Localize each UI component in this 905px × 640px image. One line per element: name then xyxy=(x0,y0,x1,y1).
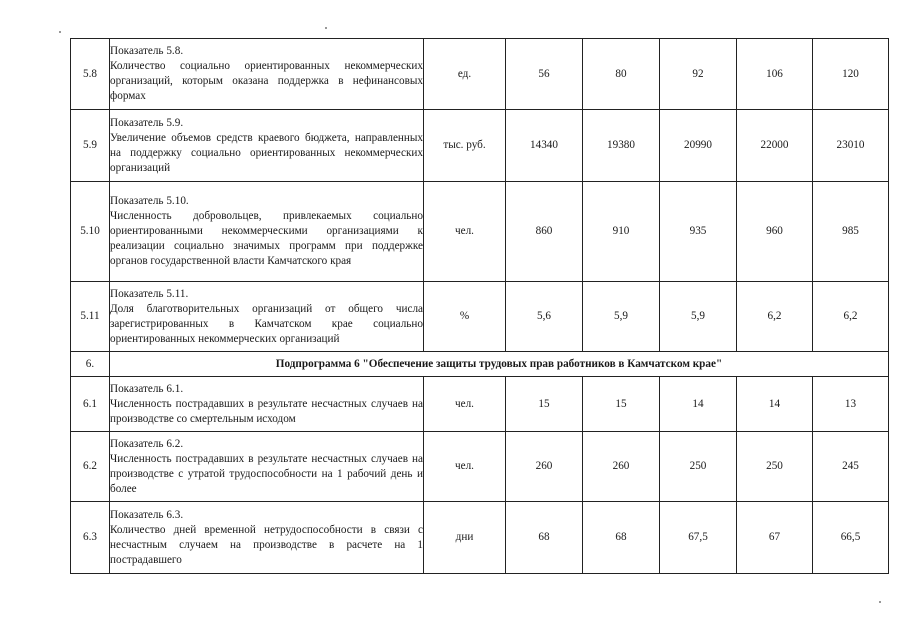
value-cell: 250 xyxy=(737,432,813,502)
indicator-text: Доля благотворительных организаций от общего числа зарегистрированных в Камчатском крае социально ориентированных некоммерческих организаций xyxy=(110,302,423,345)
unit-cell: ед. xyxy=(424,39,506,110)
table-row xyxy=(71,182,889,282)
indicator-title: Показатель 6.1. xyxy=(110,382,184,395)
indicator-description xyxy=(110,377,424,432)
table-row xyxy=(71,502,889,574)
unit-cell: чел. xyxy=(424,377,506,432)
row-number: 6.3 xyxy=(71,502,110,574)
indicator-text: Количество социально ориентированных некоммерческих организаций, которым оказана поддержка в нефинансовых формах xyxy=(110,60,423,102)
value-cell: 68 xyxy=(583,502,660,574)
value-cell: 245 xyxy=(813,432,889,502)
table-row xyxy=(71,39,889,110)
value-cell: 260 xyxy=(583,432,660,502)
row-number: 5.10 xyxy=(71,182,110,282)
indicator-text: Численность пострадавших в результате несчастных случаев на производстве со смертельным исходом xyxy=(110,397,423,425)
scan-speck xyxy=(325,27,327,29)
value-cell: 23010 xyxy=(813,110,889,182)
scan-speck xyxy=(59,31,61,33)
indicator-description xyxy=(110,282,424,352)
indicator-description xyxy=(110,39,424,110)
indicator-title: Показатель 6.2. xyxy=(110,437,184,450)
unit-cell: чел. xyxy=(424,182,506,282)
row-number: 6. xyxy=(71,352,110,377)
unit-cell: чел. xyxy=(424,432,506,502)
row-number: 5.11 xyxy=(71,282,110,352)
value-cell: 935 xyxy=(660,182,737,282)
value-cell: 6,2 xyxy=(813,282,889,352)
value-cell: 13 xyxy=(813,377,889,432)
value-cell: 14 xyxy=(660,377,737,432)
value-cell: 5,9 xyxy=(583,282,660,352)
unit-cell: тыс. руб. xyxy=(424,110,506,182)
unit-cell: дни xyxy=(424,502,506,574)
value-cell: 260 xyxy=(506,432,583,502)
value-cell: 120 xyxy=(813,39,889,110)
indicator-description xyxy=(110,502,424,574)
value-cell: 5,9 xyxy=(660,282,737,352)
value-cell: 80 xyxy=(583,39,660,110)
value-cell: 22000 xyxy=(737,110,813,182)
value-cell: 14340 xyxy=(506,110,583,182)
value-cell: 92 xyxy=(660,39,737,110)
unit-cell: % xyxy=(424,282,506,352)
table-row xyxy=(71,377,889,432)
indicator-text: Численность добровольцев, привлекаемых социально ориентированными некоммерческими организациями к реализации социально значимых программ при поддержке органов государственной власти Камчатского края xyxy=(110,210,423,267)
indicator-title: Показатель 5.10. xyxy=(110,195,189,207)
value-cell: 250 xyxy=(660,432,737,502)
value-cell: 15 xyxy=(583,377,660,432)
table-body xyxy=(71,39,889,574)
value-cell: 20990 xyxy=(660,110,737,182)
value-cell: 6,2 xyxy=(737,282,813,352)
value-cell: 56 xyxy=(506,39,583,110)
row-number: 5.9 xyxy=(71,110,110,182)
indicator-description xyxy=(110,110,424,182)
indicator-title: Показатель 5.9. xyxy=(110,116,184,129)
indicator-text: Количество дней временной нетрудоспособности в связи с несчастным случаем на производстве в расчете на 1 пострадавшего xyxy=(110,523,423,566)
indicator-title: Показатель 6.3. xyxy=(110,508,184,521)
value-cell: 15 xyxy=(506,377,583,432)
row-number: 6.1 xyxy=(71,377,110,432)
indicator-title: Показатель 5.11. xyxy=(110,287,189,300)
indicator-table xyxy=(70,38,889,574)
value-cell: 985 xyxy=(813,182,889,282)
scan-speck xyxy=(879,601,881,603)
row-number: 5.8 xyxy=(71,39,110,110)
value-cell: 106 xyxy=(737,39,813,110)
indicator-description xyxy=(110,182,424,282)
indicator-text: Увеличение объемов средств краевого бюджета, направленных на поддержку социально ориентированных некоммерческих организаций xyxy=(110,131,423,174)
indicator-title: Показатель 5.8. xyxy=(110,45,184,57)
table-row xyxy=(71,282,889,352)
subprogram-title: Подпрограмма 6 "Обеспечение защиты трудовых прав работников в Камчатском крае" xyxy=(110,352,889,377)
row-number: 6.2 xyxy=(71,432,110,502)
value-cell: 910 xyxy=(583,182,660,282)
value-cell: 67,5 xyxy=(660,502,737,574)
indicator-text: Численность пострадавших в результате несчастных случаев на производстве с утратой трудоспособности на 1 рабочий день и более xyxy=(110,452,423,495)
table-row xyxy=(71,432,889,502)
section-row xyxy=(71,352,889,377)
value-cell: 14 xyxy=(737,377,813,432)
value-cell: 860 xyxy=(506,182,583,282)
value-cell: 67 xyxy=(737,502,813,574)
value-cell: 66,5 xyxy=(813,502,889,574)
value-cell: 960 xyxy=(737,182,813,282)
indicator-description xyxy=(110,432,424,502)
table-row xyxy=(71,110,889,182)
value-cell: 68 xyxy=(506,502,583,574)
value-cell: 19380 xyxy=(583,110,660,182)
value-cell: 5,6 xyxy=(506,282,583,352)
